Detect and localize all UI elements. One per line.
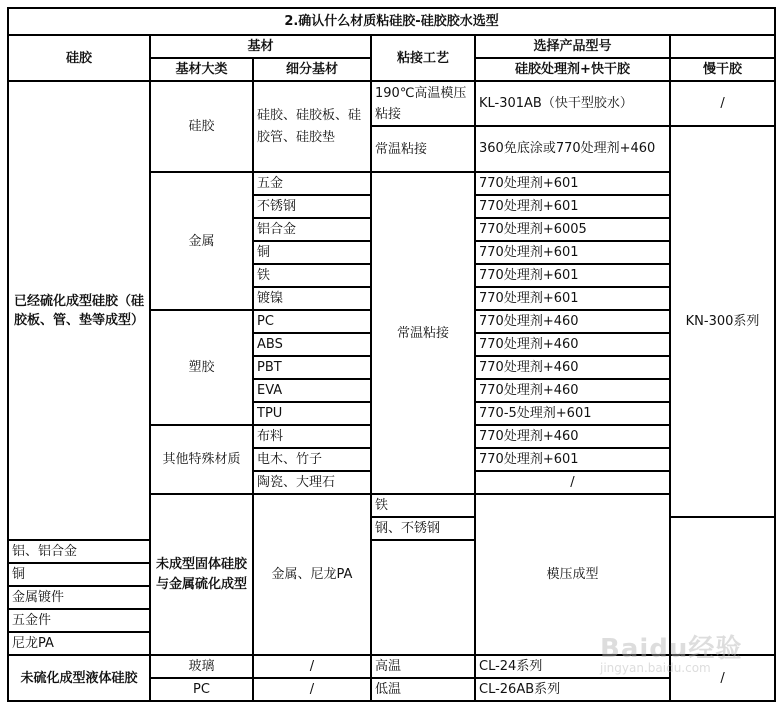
category-other-special: 其他特殊材质 [150, 425, 253, 494]
detail-row: 铁 [371, 494, 475, 517]
product-row: 770处理剂+460 [475, 379, 670, 402]
category-metal-nylon: 金属、尼龙PA [253, 494, 371, 655]
header-slow-glue: 慢干胶 [670, 58, 775, 81]
watermark-url: jingyan.baidu.com [600, 661, 711, 675]
detail-row: TPU [253, 402, 371, 425]
detail-row: ABS [253, 333, 371, 356]
slow-glue-none: / [670, 81, 775, 126]
header-empty [670, 35, 775, 58]
product-cl26ab: CL-26AB系列 [475, 678, 670, 701]
product-row: 770处理剂+601 [475, 172, 670, 195]
detail-silicone: 硅胶、硅胶板、硅胶管、硅胶垫 [253, 81, 371, 172]
header-silicone: 硅胶 [8, 35, 150, 81]
product-row: 770处理剂+460 [475, 425, 670, 448]
category-silicone: 硅胶 [150, 81, 253, 172]
watermark-brand: Baidu经验 [600, 634, 743, 664]
process-hot-press: 190℃高温模压粘接 [371, 81, 475, 126]
product-row: 770处理剂+460 [475, 310, 670, 333]
product-row: 770处理剂+6005 [475, 218, 670, 241]
detail-row: 陶瓷、大理石 [253, 471, 371, 494]
product-row: 770处理剂+601 [475, 287, 670, 310]
detail-row: 尼龙PA [8, 632, 150, 655]
product-row: 770处理剂+601 [475, 241, 670, 264]
header-primer-fast-glue: 硅胶处理剂+快干胶 [475, 58, 670, 81]
detail-row: 铁 [253, 264, 371, 287]
detail-none: / [253, 678, 371, 701]
header-substrate-detail: 细分基材 [253, 58, 371, 81]
slow-glue-kn300: KN-300系列 [670, 126, 775, 517]
product-row: 770处理剂+601 [475, 264, 670, 287]
detail-row: EVA [253, 379, 371, 402]
detail-row: 钢、不锈钢 [371, 517, 475, 540]
detail-row: 五金 [253, 172, 371, 195]
detail-none: / [253, 655, 371, 678]
detail-row: 五金件 [8, 609, 150, 632]
section-cured-silicone: 已经硫化成型硅胶（硅胶板、管、垫等成型） [8, 81, 150, 540]
detail-row: PC [253, 310, 371, 333]
detail-row: 布料 [253, 425, 371, 448]
slow-glue-none-2: / [670, 655, 775, 701]
process-room-temp-shared: 常温粘接 [371, 172, 475, 494]
detail-row: 铜 [253, 241, 371, 264]
detail-row: 电木、竹子 [253, 448, 371, 471]
header-bonding-process: 粘接工艺 [371, 35, 475, 81]
header-product-selection: 选择产品型号 [475, 35, 670, 58]
product-row: 770处理剂+460 [475, 356, 670, 379]
product-row: 770处理剂+460 [475, 333, 670, 356]
category-plastic: 塑胶 [150, 310, 253, 425]
section-uncured-liquid: 未硫化成型液体硅胶 [8, 655, 150, 701]
product-360-or-770: 360免底涂或770处理剂+460 [475, 126, 670, 172]
table-title: 2.确认什么材质粘硅胶-硅胶胶水选型 [8, 8, 775, 35]
process-room-temp: 常温粘接 [371, 126, 475, 172]
category-glass: 玻璃 [150, 655, 253, 678]
section-uncured-solid: 未成型固体硅胶与金属硫化成型 [150, 494, 253, 655]
detail-row: 不锈钢 [253, 195, 371, 218]
header-substrate-category: 基材大类 [150, 58, 253, 81]
category-metal: 金属 [150, 172, 253, 310]
product-row: 770-5处理剂+601 [475, 402, 670, 425]
category-pc: PC [150, 678, 253, 701]
header-substrate: 基材 [150, 35, 371, 58]
process-low-temp: 低温 [371, 678, 475, 701]
product-row: / [475, 471, 670, 494]
product-row: 770处理剂+601 [475, 195, 670, 218]
detail-row: 金属镀件 [8, 586, 150, 609]
detail-row: 铝、铝合金 [8, 540, 150, 563]
glue-selection-table [7, 7, 776, 702]
process-compression-molding: 模压成型 [475, 494, 670, 655]
detail-row: 镀镍 [253, 287, 371, 310]
product-cl24-liquid: CL-24系列 [475, 655, 670, 678]
detail-row: PBT [253, 356, 371, 379]
product-kl301ab: KL-301AB（快干型胶水） [475, 81, 670, 126]
process-high-temp: 高温 [371, 655, 475, 678]
detail-row: 铝合金 [253, 218, 371, 241]
detail-row: 铜 [8, 563, 150, 586]
product-row: 770处理剂+601 [475, 448, 670, 471]
